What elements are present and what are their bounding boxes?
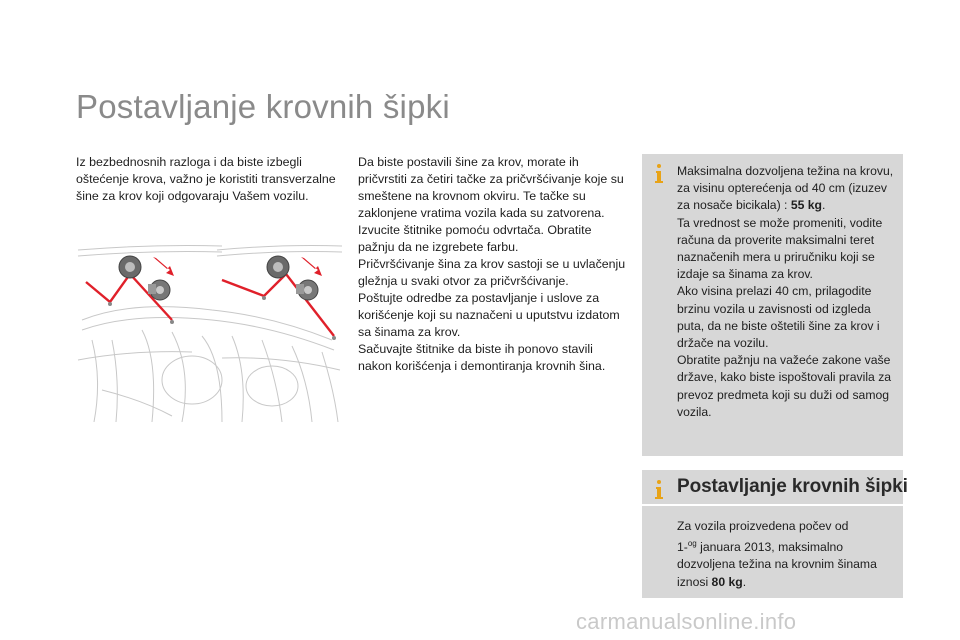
instruction-3: Pričvršćivanje šina za krov sastoji se u uvlačenju gležnja u svaki otvor za pričvršćivanje. [358, 257, 626, 288]
info-box-2-line1: Za vozila proizvedena počev od [677, 519, 849, 533]
info-icon [650, 478, 668, 500]
info-box-2-line2-rest: januara 2013, maksimalno [696, 540, 844, 555]
page-title: Postavljanje krovnih šipki [76, 88, 450, 125]
load-limit-period: . [821, 198, 826, 213]
load-limit-text [677, 163, 895, 421]
info-box-2-line3: dozvoljena težina na krovnim šinama [677, 557, 877, 572]
intro-text: Iz bezbednosnih razloga i da biste izbegli oštećenje krova, važno je koristiti transverzalne šine za krov koji odgovaraju Vašem vozilu. [76, 155, 336, 203]
info-icon [650, 162, 668, 184]
load-limit-value: 55 kg [790, 198, 822, 213]
mount-plug-right [267, 256, 322, 300]
load-limit-line1: Maksimalna dozvoljena težina na krovu, za visinu opterećenja od 40 cm (izuzev za nosače bicikala) : [677, 164, 894, 213]
box-divider [642, 504, 903, 506]
instruction-4: Poštujte odredbe za postavljanje i uslove za korišćenje koji su naznačeni u uputstvu izdatom sa šinama za krov. [358, 291, 620, 339]
instruction-2: Izvucite štitnike pomoću odvrtača. Obratite pažnju da ne izgrebete farbu. [358, 223, 592, 254]
info-box-2-line2-prefix: 1- [677, 540, 688, 555]
watermark: carmanualsonline.info [576, 609, 797, 634]
info-box-2-text [677, 518, 895, 591]
instruction-5: Sačuvajte štitnike da biste ih ponovo stavili nakon korišćenja i demontiranja krovnih šina. [358, 342, 606, 373]
load-limit-p3: Ako visina prelazi 40 cm, prilagodite brzinu vozila u zavisnosti od izgleda puta, da ne biste oštetili šine za krov i držače na vozilu. [677, 284, 880, 351]
info-box-2-line4: iznosi [677, 574, 712, 589]
info-box-2-title: Postavljanje krovnih šipki [677, 476, 908, 497]
instruction-1: Da biste postavili šine za krov, morate ih pričvrstiti za četiri tačke za pričvršćivanje koje su smeštene na krovnom okviru. Te tačke su zaklonjene vratima vozila kada su zatvorena. [358, 155, 624, 220]
info-box-2-value: 80 kg [711, 574, 743, 589]
roof-mount-illustration [72, 240, 344, 422]
load-limit-p4: Obratite pažnju na važeće zakone vaše države, kako biste ispoštovali pravila za prevoz predmeta koji su duži od samog vozila. [677, 353, 892, 419]
load-limit-p2: Ta vrednost se može promeniti, vodite računa da proverite maksimalni teret naznačenih mera u priručniku koji se izdaje sa šinama za krov. [677, 215, 883, 282]
info-box-2-sup: og [687, 539, 697, 549]
instructions [358, 154, 628, 375]
info-box-2-period: . [742, 574, 747, 589]
